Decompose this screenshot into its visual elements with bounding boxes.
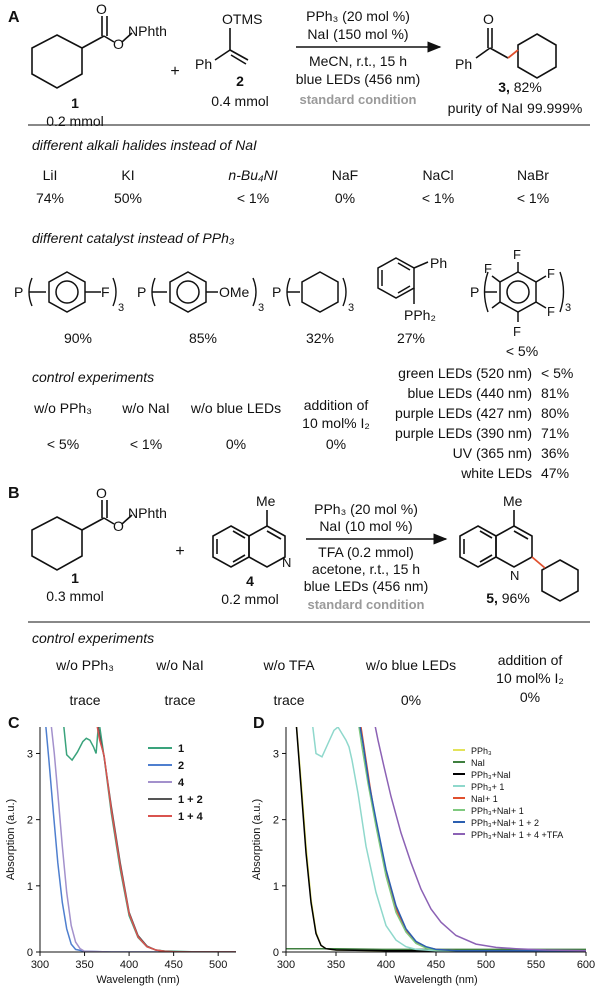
- panel-a-label: A: [8, 9, 20, 26]
- x-tick-label: 350: [326, 959, 346, 971]
- legend-label: 1 + 4: [178, 811, 203, 823]
- compound-4-amount: 0.2 mmol: [221, 591, 279, 607]
- led-name: purple LEDs (390 nm): [395, 425, 532, 441]
- legend-label: PPh₃+NaI+ 1 + 2: [471, 818, 539, 828]
- new-bond-b: [532, 557, 545, 568]
- x-tick-label: 600: [576, 959, 596, 971]
- halide-yield: < 1%: [516, 190, 550, 206]
- control-condition-yield: < 1%: [129, 436, 163, 452]
- carbonyl-o-label: O: [96, 485, 107, 501]
- control-condition: w/o PPh₃: [56, 657, 114, 673]
- halide-name: LiI: [42, 167, 58, 183]
- control-condition: 10 mol% I₂: [496, 670, 564, 686]
- condition-b-light: blue LEDs (456 nm): [303, 578, 429, 594]
- legend-label: PPh₃+NaI+ 1: [471, 806, 524, 816]
- led-yield: 36%: [541, 445, 570, 461]
- led-name: UV (365 nm): [452, 445, 532, 461]
- phosphorus-label: P: [14, 284, 24, 300]
- halide-yield: < 1%: [421, 190, 455, 206]
- fluoro-label: F: [547, 304, 555, 319]
- x-axis-label: Wavelength (nm): [394, 974, 478, 986]
- catalyst-yield: 32%: [305, 330, 335, 346]
- control-yield: trace: [69, 692, 101, 708]
- series-line: [97, 720, 236, 952]
- x-tick-label: 350: [75, 959, 94, 971]
- catalyst-yields: [64, 330, 538, 359]
- subscript-3: 3: [118, 302, 125, 314]
- compound-4-number: 4: [246, 573, 254, 589]
- legend-label: NaI: [471, 758, 486, 768]
- series-line: [63, 720, 236, 952]
- fluoro-label: F: [513, 324, 521, 339]
- product-3-result: [498, 79, 542, 95]
- halide-yield: < 1%: [236, 190, 270, 206]
- plus-sign: +: [175, 543, 185, 560]
- subscript-3: 3: [565, 302, 572, 314]
- led-name: blue LEDs (440 nm): [407, 385, 532, 401]
- x-tick-label: 550: [526, 959, 546, 971]
- control-yield: 0%: [400, 692, 422, 708]
- control-a-title: control experiments: [32, 369, 155, 385]
- absorption-chart-d: [251, 720, 595, 986]
- control-condition: w/o TFA: [263, 657, 315, 673]
- legend-label: 1 + 2: [178, 794, 203, 806]
- condition-a-solvent: MeCN, r.t., 15 h: [308, 53, 408, 69]
- subscript-3: 3: [258, 302, 265, 314]
- product-3-o-label: O: [483, 11, 494, 27]
- y-tick-label: 1: [272, 880, 279, 893]
- control-condition: addition of: [303, 397, 369, 413]
- compound-2-amount: 0.4 mmol: [211, 93, 269, 109]
- condition-b-solvent: acetone, r.t., 15 h: [311, 561, 421, 577]
- phosphorus-label: P: [137, 284, 147, 300]
- absorption-chart-c: [5, 720, 236, 986]
- diphenylphosphino-label: PPh₂: [404, 307, 436, 323]
- compound-2-number: 2: [236, 73, 244, 89]
- condition-b-acid: TFA (0.2 mmol): [318, 544, 414, 560]
- x-tick-label: 500: [476, 959, 496, 971]
- control-condition: w/o NaI: [156, 657, 204, 673]
- phosphorus-label: P: [470, 284, 480, 300]
- compound-1-number: 1: [71, 570, 79, 586]
- new-bond-a: [508, 50, 518, 58]
- control-yield: 0%: [225, 436, 247, 452]
- catalyst-yield: 85%: [188, 330, 218, 346]
- y-tick-label: 2: [272, 814, 279, 827]
- product-5-nitrogen-label: N: [510, 568, 520, 583]
- panel-b-label: B: [8, 485, 20, 502]
- standard-condition-b: standard condition: [307, 597, 425, 612]
- legend-label: 2: [178, 760, 185, 772]
- product-5-methyl-label: Me: [503, 493, 523, 509]
- control-condition: w/o PPh₃: [34, 400, 92, 416]
- x-tick-label: 450: [426, 959, 446, 971]
- compound-1-amount: 0.2 mmol: [46, 113, 104, 129]
- catalyst-structures: [14, 247, 571, 339]
- compound-1-number: 1: [71, 95, 79, 111]
- substrate-1-structure-a: [32, 16, 132, 88]
- product-3-ph-label: Ph: [455, 56, 473, 72]
- x-axis-label: Wavelength (nm): [96, 974, 180, 986]
- control-condition: w/o blue LEDs: [190, 400, 282, 416]
- x-tick-label: 400: [119, 959, 139, 971]
- substrate-1-structure-b: [32, 500, 132, 570]
- halide-yield: 50%: [113, 190, 143, 206]
- lepidine-structure: [213, 510, 285, 567]
- carbonyl-o-label: O: [96, 1, 107, 17]
- led-yield: 81%: [541, 385, 570, 401]
- product-3-structure: [476, 28, 556, 78]
- methyl-label: Me: [256, 493, 276, 509]
- panel-c-label: C: [8, 715, 20, 732]
- x-tick-label: 300: [30, 959, 50, 971]
- x-tick-label: 450: [164, 959, 183, 971]
- standard-condition-a: standard condition: [299, 92, 417, 107]
- halide-name: n-Bu₄NI: [228, 167, 278, 183]
- fluoro-label: F: [513, 247, 521, 262]
- led-list: [395, 365, 573, 481]
- led-yield: 71%: [541, 425, 570, 441]
- legend-label: PPh₃+NaI: [471, 770, 511, 780]
- control-condition: addition of: [497, 652, 563, 668]
- fluoro-label: F: [101, 284, 110, 300]
- y-tick-label: 0: [26, 947, 33, 959]
- plus-sign: +: [170, 63, 180, 80]
- nai-purity-note: purity of NaI 99.999%: [447, 100, 583, 116]
- legend-label: NaI+ 1: [471, 794, 498, 804]
- halides-title: different alkali halides instead of NaI: [32, 137, 257, 153]
- condition-a-catalyst: PPh₃ (20 mol %): [306, 8, 410, 24]
- fluoro-label: F: [484, 261, 492, 276]
- y-tick-label: 1: [26, 880, 33, 893]
- control-yield: 0%: [519, 689, 541, 705]
- x-tick-label: 500: [209, 959, 228, 971]
- halide-name: NaBr: [517, 167, 549, 183]
- control-a-items: [33, 397, 370, 452]
- series-line: [45, 720, 236, 952]
- phosphorus-label: P: [272, 284, 282, 300]
- ph-label: Ph: [195, 56, 213, 72]
- led-name: white LEDs: [461, 465, 532, 481]
- product-3-number: 3,: [498, 79, 510, 95]
- catalyst-yield: 90%: [63, 330, 93, 346]
- fluoro-label: F: [547, 266, 555, 281]
- led-yield: 47%: [541, 465, 570, 481]
- nphth-label: NPhth: [128, 505, 167, 521]
- nphth-label: NPhth: [128, 23, 167, 39]
- otms-label: OTMS: [222, 11, 263, 27]
- condition-b-additive: NaI (10 mol %): [319, 518, 413, 534]
- halide-yield: 74%: [35, 190, 65, 206]
- product-3-yield: 82%: [513, 79, 542, 95]
- series-line: [51, 720, 236, 952]
- product-5-structure: [460, 510, 578, 601]
- control-yield: trace: [164, 692, 196, 708]
- y-tick-label: 3: [26, 748, 33, 761]
- legend-label: PPh₃+ 1: [471, 782, 505, 792]
- control-condition: w/o NaI: [122, 400, 170, 416]
- halide-name: NaF: [331, 167, 359, 183]
- condition-b-catalyst: PPh₃ (20 mol %): [314, 501, 418, 517]
- halide-yield: 0%: [334, 190, 356, 206]
- y-axis-label: Absorption (a.u.): [5, 798, 17, 881]
- x-tick-label: 400: [376, 959, 396, 971]
- product-5-yield: 96%: [501, 590, 530, 606]
- silyl-enol-ether-structure: [215, 28, 248, 64]
- control-b-items: [55, 652, 564, 708]
- series-line: [96, 720, 236, 952]
- control-condition: 10 mol% I₂: [302, 415, 370, 431]
- x-tick-label: 300: [276, 959, 296, 971]
- legend-label: 1: [178, 743, 185, 755]
- control-b-title: control experiments: [32, 630, 155, 646]
- led-name: purple LEDs (427 nm): [395, 405, 532, 421]
- product-5-number: 5,: [486, 590, 498, 606]
- y-axis-label: Absorption (a.u.): [251, 798, 263, 881]
- legend-label: 4: [178, 777, 185, 789]
- condition-a-light: blue LEDs (456 nm): [295, 71, 421, 87]
- led-name: green LEDs (520 nm): [398, 365, 532, 381]
- catalyst-yield: 27%: [396, 330, 426, 346]
- ester-o-label: O: [113, 518, 124, 534]
- y-tick-label: 3: [272, 748, 279, 761]
- led-yield: 80%: [541, 405, 570, 421]
- y-tick-label: 0: [272, 947, 279, 959]
- legend-label: PPh₃+NaI+ 1 + 4 +TFA: [471, 830, 564, 840]
- methoxy-label: OMe: [219, 284, 250, 300]
- ester-o-label: O: [113, 36, 124, 52]
- subscript-3: 3: [348, 302, 355, 314]
- control-condition: w/o blue LEDs: [365, 657, 457, 673]
- legend-label: PPh₃: [471, 746, 492, 756]
- phenyl-label: Ph: [430, 255, 448, 271]
- catalysts-title: different catalyst instead of PPh₃: [32, 230, 235, 246]
- y-tick-label: 2: [26, 814, 33, 827]
- halide-list: [36, 167, 549, 206]
- product-5-result: [486, 590, 530, 606]
- control-yield: trace: [273, 692, 305, 708]
- control-yield: < 5%: [46, 436, 80, 452]
- panel-d-label: D: [253, 715, 265, 732]
- condition-a-additive: NaI (150 mol %): [307, 26, 409, 42]
- compound-1-amount: 0.3 mmol: [46, 588, 104, 604]
- led-yield: < 5%: [541, 365, 574, 381]
- control-yield: 0%: [325, 436, 347, 452]
- halide-name: NaCl: [422, 167, 454, 183]
- halide-name: KI: [121, 167, 135, 183]
- nitrogen-label: N: [282, 555, 292, 570]
- catalyst-yield: < 5%: [505, 343, 539, 359]
